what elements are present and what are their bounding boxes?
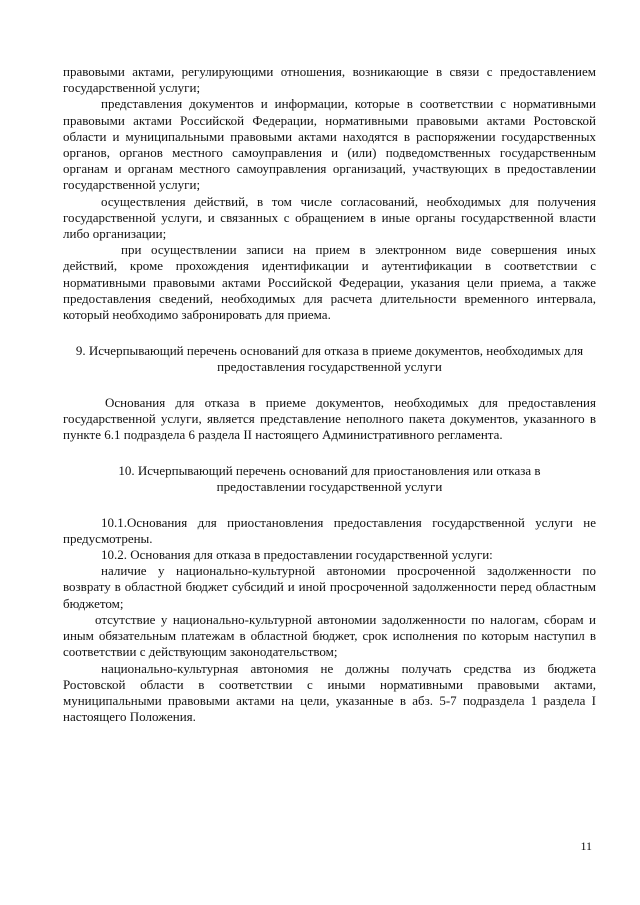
section-heading-9: 9. Исчерпывающий перечень оснований для отказа в приеме документов, необходимых для предоставления государственной услуги	[75, 343, 584, 375]
paragraph-actions: осуществления действий, в том числе согласований, необходимых для получения государственной услуги, и связанных с обращением в иные органы государственной власти либо организации;	[63, 193, 596, 242]
paragraph-10-1: 10.1.Основания для приостановления предоставления государственной услуги не предусмотрены.	[63, 514, 596, 546]
paragraph-documents: представления документов и информации, которые в соответствии с нормативными правовыми актами Российской Федерации, нормативными правовыми актами Ростовской области и муниципальными правовыми актами находятся в распоряжении государственных органов, органов местного самоуправления и (или) подведомственных государственным органам и органам местного самоуправления организаций, участвующих в предоставлении государственной услуги;	[63, 96, 596, 193]
paragraph-taxes: отсутствие у национально-культурной автономии задолженности по налогам, сборам и иным обязательным платежам в областной бюджет, срок исполнения по которым наступил в соответствии с действующим законодательством;	[63, 611, 596, 660]
paragraph-budget-funds: национально-культурная автономия не должны получать средства из бюджета Ростовской области в соответствии с иными нормативными правовыми актами, муниципальными правовыми актами на цели, указанные в абз. 5-7 подраздела 1 раздела I настоящего Положения.	[63, 660, 596, 725]
paragraph-legal-acts: правовыми актами, регулирующими отношения, возникающие в связи с предоставлением государственной услуги;	[63, 64, 596, 96]
paragraph-refusal-grounds: Основания для отказа в приеме документов, необходимых для предоставления государственной услуги, является представление неполного пакета документов, указанного в пункте 6.1 подраздела 6 раздела II настоящего Административного регламента.	[63, 394, 596, 443]
page-number: 11	[580, 839, 592, 853]
spacer	[63, 323, 596, 343]
spacer	[63, 443, 596, 463]
paragraph-10-2: 10.2. Основания для отказа в предоставлении государственной услуги:	[101, 547, 493, 563]
document-page	[63, 64, 596, 725]
paragraph-electronic-record: при осуществлении записи на прием в электронном виде совершения иных действий, кроме прохождения идентификации и аутентификации в соответствии с нормативными правовыми актами Российской Федерации, указания цели приема, а также предоставления сведений, необходимых для расчета длительности временного интервала, который необходимо забронировать для приема.	[63, 242, 596, 323]
section-heading-10: 10. Исчерпывающий перечень оснований для приостановления или отказа в предоставлении государственной услуги	[118, 463, 541, 495]
spacer	[63, 496, 596, 515]
paragraph-debt: наличие у национально-культурной автономии просроченной задолженности по возврату в областной бюджет субсидий и иной просроченной задолженности перед областным бюджетом;	[63, 563, 596, 611]
spacer	[63, 376, 596, 395]
